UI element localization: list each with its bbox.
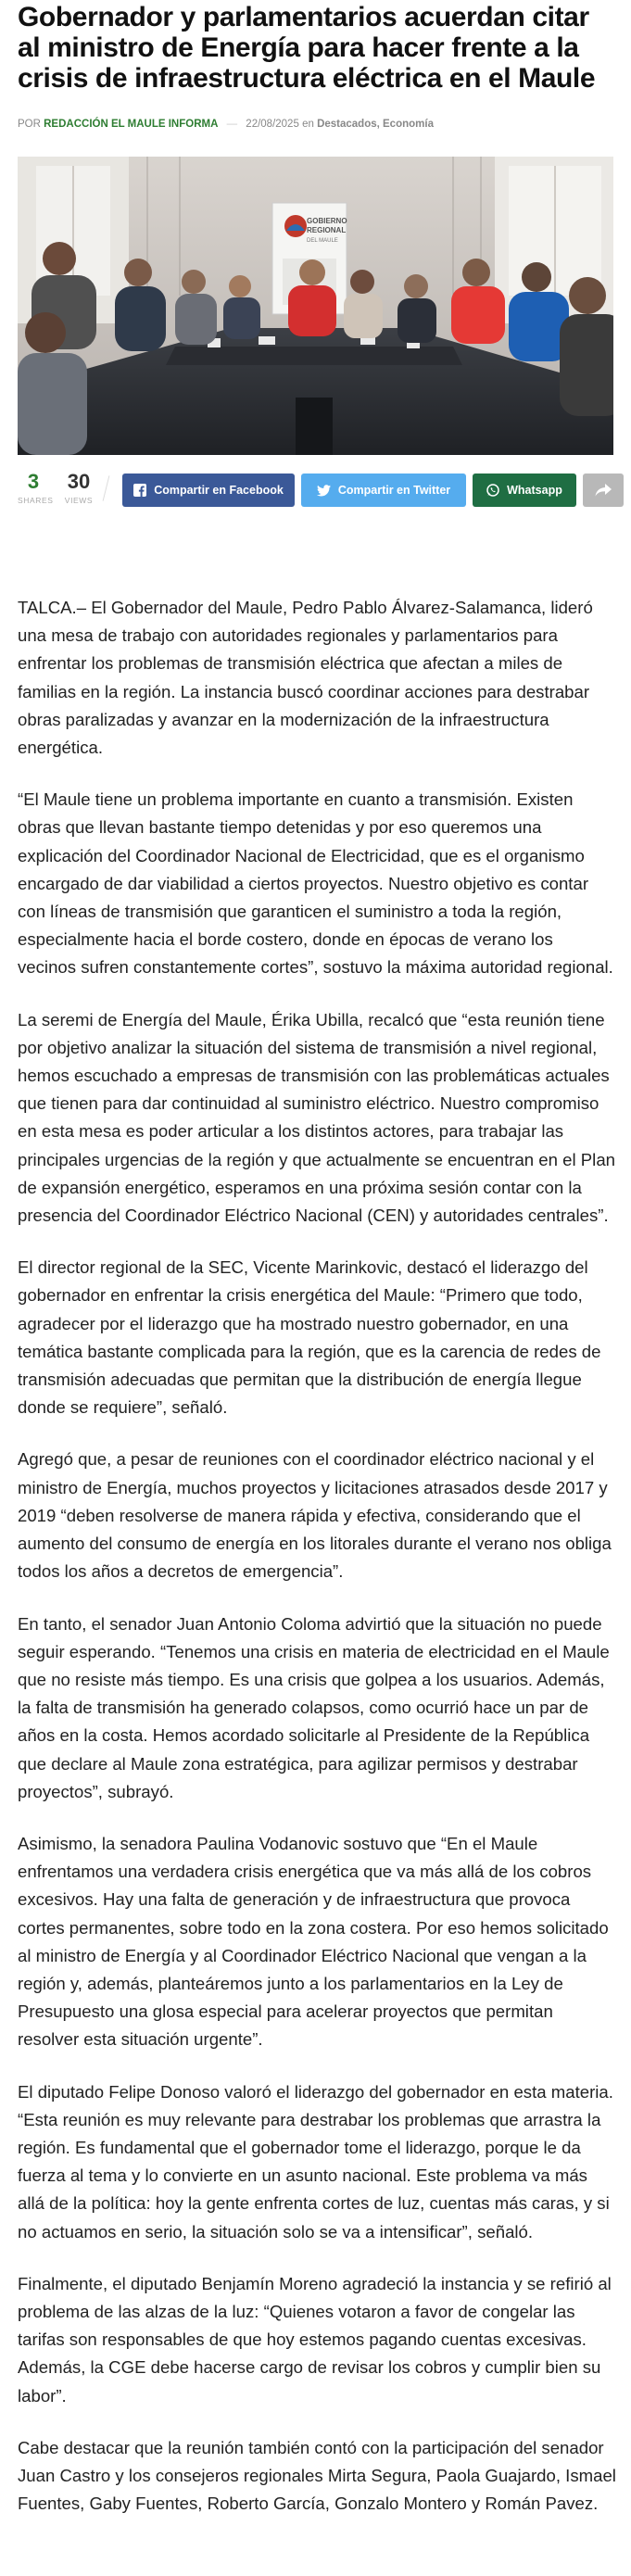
- meta-by: POR: [18, 119, 41, 130]
- shares-counter: [18, 470, 54, 505]
- article-paragraph: TALCA.– El Gobernador del Maule, Pedro Pablo Álvarez-Salamanca, lideró una mesa de trabajo con autoridades regionales y parlamentarios para enfrentar los problemas de transmisión eléctrica que afectan a miles de familias en la región. La instancia buscó coordinar acciones para destrabar obras paralizadas y avanzar en la modernización de la infraestructura energética.: [18, 598, 593, 758]
- share-arrow-icon: [595, 484, 612, 497]
- banner-line-2: REGIONAL: [307, 226, 347, 234]
- whatsapp-icon: [486, 484, 499, 497]
- counter-divider: [103, 475, 110, 500]
- article-paragraph: El director regional de la SEC, Vicente Marinkovic, destacó el liderazgo del gobernador en enfrentar la crisis energética del Maule: “Primero que todo, agradecer por el liderazgo que ha mostrado nuestro gobernador, en una temática bastante complicada para la región, que es la carencia de redes de transmisión adecuadas que permitan que la distribución de energía llegue donde se requiere”, señaló.: [18, 1257, 601, 1418]
- share-facebook-button[interactable]: [122, 474, 295, 507]
- article-paragraph: Asimismo, la senadora Paulina Vodanovic sostuvo que “En el Maule enfrentamos una verdadera crisis energética que va más allá de los cobros excesivos. Hay una falta de generación y de infraestructura que provoca cortes permanentes, sobre todo en la zona costera. Por eso hemos solicitado al ministro de Energía y al Coordinador Eléctrico Nacional que vengan a la región y, además, planteáremos junto a los parlamentarios en la Ley de Presupuesto una glosa especial para acelerar proyectos que permitan resolver esta situación urgente”.: [18, 1833, 609, 2050]
- share-more-button[interactable]: [583, 474, 624, 507]
- article-paragraph: En tanto, el senador Juan Antonio Coloma advirtió que la situación no puede seguir esperando. “Tenemos una crisis en materia de electricidad en el Maule que no resiste más tiempo. Es una crisis que golpea a los usuarios. Además, la falta de transmisión ha generado colapsos, como ocurrió hace un par de años en la costa. Hemos acordado solicitarle al Presidente de la República que declare al Maule zona estratégica, para agilizar permisos y destrabar proyectos”, subrayó.: [18, 1613, 610, 1801]
- article-title: Gobernador y parlamentarios acuerdan citar al ministro de Energía para hacer frente a la crisis de infraestructura eléctrica en el Maule: [18, 2, 596, 94]
- featured-image: [18, 157, 613, 455]
- share-twitter-label: Compartir en Twitter: [337, 484, 451, 497]
- banner-line-3: DEL MAULE: [307, 238, 338, 244]
- article-body: [18, 594, 616, 2542]
- article-paragraph: Agregó que, a pesar de reuniones con el coordinador eléctrico nacional y el ministro de Energía, muchos proyectos y licitaciones atrasados desde 2017 y 2019 “deben resolverse de manera rápida y efectiva, considerando que el aumento del consumo de energía en los litorales durante el verano nos obliga todos los años a decretos de emergencia”.: [18, 1449, 612, 1582]
- shares-count: 3: [27, 470, 40, 493]
- article-paragraph: Cabe destacar que la reunión también contó con la participación del senador Juan Castro y los consejeros regionales Mirta Segura, Paola Guajardo, Ismael Fuentes, Gaby Fuentes, Roberto García, Gonzalo Montero y Román Pavez.: [18, 2437, 616, 2514]
- share-whatsapp-label: Whatsapp: [507, 484, 562, 497]
- shares-label: SHARES: [18, 496, 54, 505]
- share-facebook-label: Compartir en Facebook: [154, 484, 284, 497]
- banner-line-1: GOBIERNO: [307, 217, 347, 225]
- share-twitter-button[interactable]: [301, 474, 466, 507]
- views-label: VIEWS: [64, 496, 94, 505]
- article-meta: [18, 119, 434, 130]
- meta-author-link[interactable]: REDACCIÓN EL MAULE INFORMA: [44, 119, 219, 130]
- meta-categories-link[interactable]: Destacados, Economía: [317, 119, 434, 130]
- meta-in: en: [302, 119, 314, 130]
- views-counter: [60, 471, 97, 505]
- facebook-icon: [133, 484, 146, 497]
- article-paragraph: La seremi de Energía del Maule, Érika Ubilla, recalcó que “esta reunión tiene por objetivo analizar la situación del sistema de transmisión a nivel regional, hemos escuchado a empresas de transmisión con las problemáticas actuales que tienen para dar continuidad al suministro eléctrico. Nuestro compromiso en esta mesa es poder articular a los distintos actores, para trabajar las principales urgencias de la región y que actualmente se encuentran en el Plan de expansión energético, esperamos en una próxima sesión contar con la presencia del Coordinador Eléctrico Nacional (CEN) y autoridades centrales”.: [18, 1009, 615, 1226]
- views-count: 30: [67, 470, 91, 493]
- meta-date: 22/08/2025: [246, 119, 299, 130]
- article-paragraph: “El Maule tiene un problema importante en cuanto a transmisión. Existen obras que llevan bastante tiempo detenidas y por eso queremos una explicación del Coordinador Nacional de Electricidad, que es el organismo encargado de dar viabilidad a ciertos proyectos. Nuestro objetivo es contar con líneas de transmisión que garanticen el suministro a toda la región, especialmente hacia el borde costero, donde en épocas de verano los vecinos sufren constantemente cortes”, sostuvo la máxima autoridad regional.: [18, 789, 613, 978]
- meta-separator: —: [226, 119, 238, 130]
- article-paragraph: El diputado Felipe Donoso valoró el liderazgo del gobernador en esta materia. “Esta reunión es muy relevante para destrabar los problemas que arrastra la región. Es fundamental que el gobernador tome el liderazgo, porque le da fuerza al tema y lo convierte en un asunto nacional. Este problema va más allá de la política: hoy la gente enfrenta cortes de luz, cuentas más caras, y si no actuamos en serio, la situación solo se va a intensificar”, señaló.: [18, 2081, 613, 2241]
- share-bar: [18, 471, 613, 508]
- share-whatsapp-button[interactable]: [473, 474, 576, 507]
- twitter-icon: [317, 485, 331, 497]
- article-paragraph: Finalmente, el diputado Benjamín Moreno agradeció la instancia y se refirió al problema de las alzas de la luz: “Quienes votaron a favor de congelar las tarifas son responsables de que hoy estemos pagando cuentas excesivas. Además, la CGE debe hacerse cargo de revisar los cobros y cumplir bien su labor”.: [18, 2273, 612, 2406]
